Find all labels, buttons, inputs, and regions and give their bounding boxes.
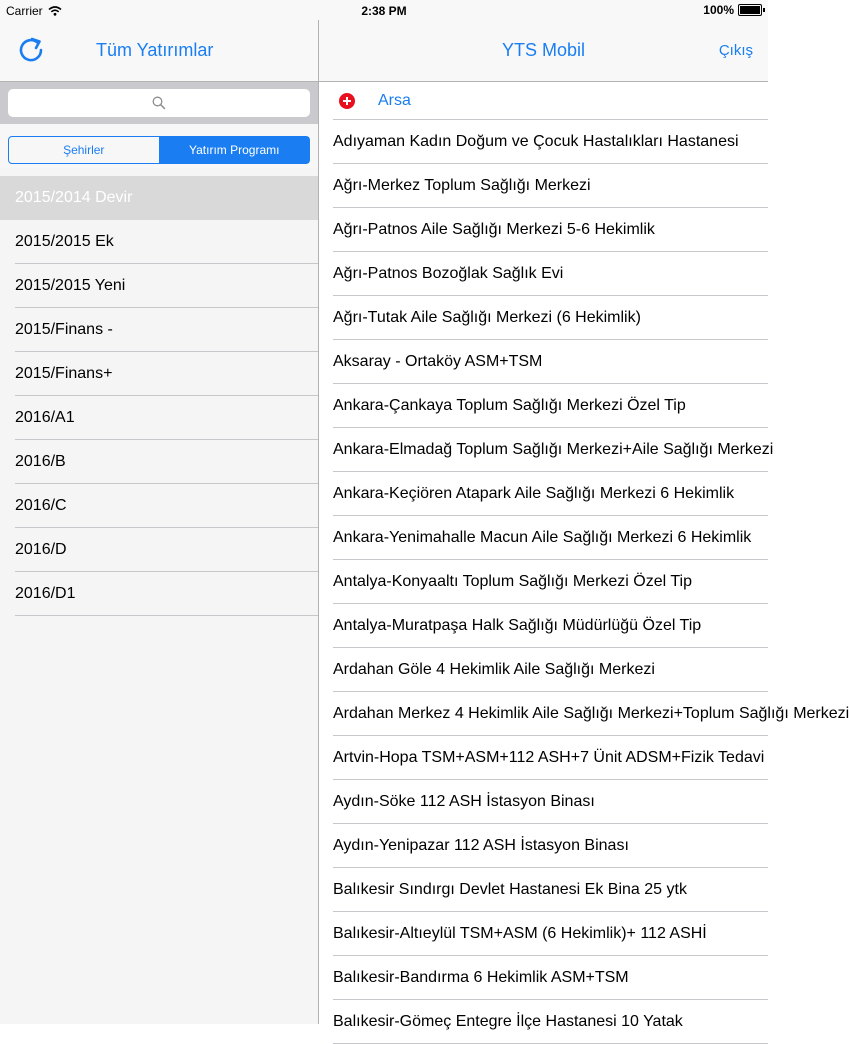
segment-yatirim-programi[interactable]: Yatırım Programı: [159, 137, 310, 163]
battery-icon: [738, 4, 762, 16]
investment-row[interactable]: [319, 120, 768, 164]
investment-label: Antalya-Muratpaşa Halk Sağlığı Müdürlüğü Özel Tip: [333, 617, 702, 634]
investment-row[interactable]: [319, 252, 768, 296]
master-pane: [0, 82, 319, 1024]
investment-row[interactable]: [319, 340, 768, 384]
investment-row[interactable]: [319, 164, 768, 208]
investment-label: Ağrı-Patnos Aile Sağlığı Merkezi 5-6 Hekimlik: [333, 221, 655, 238]
investment-row[interactable]: [319, 516, 768, 560]
investment-label: Ardahan Göle 4 Hekimlik Aile Sağlığı Merkezi: [333, 661, 655, 678]
add-icon[interactable]: [339, 93, 355, 109]
program-list-item[interactable]: 2015/2015 Yeni: [0, 264, 318, 308]
investment-label: Ağrı-Tutak Aile Sağlığı Merkezi (6 Hekimlik): [333, 309, 641, 326]
status-bar: [0, 0, 768, 20]
detail-title: YTS Mobil: [501, 40, 586, 60]
master-title: Tüm Yatırımlar: [96, 40, 214, 60]
status-right: [703, 3, 762, 17]
investment-label: Balıkesir-Bandırma 6 Hekimlik ASM+TSM: [333, 969, 629, 986]
master-nav-bar: [0, 20, 319, 82]
program-list-item[interactable]: 2016/B: [0, 440, 318, 484]
investment-label: Adıyaman Kadın Doğum ve Çocuk Hastalıkları Hastanesi: [333, 133, 739, 150]
program-list-item[interactable]: 2016/A1: [0, 396, 318, 440]
investment-list: [319, 120, 849, 1044]
investment-row[interactable]: [319, 912, 768, 956]
search-bar: [0, 82, 318, 124]
investment-row[interactable]: [319, 428, 774, 472]
investment-label: Ağrı-Merkez Toplum Sağlığı Merkezi: [333, 177, 591, 194]
segment-sehirler[interactable]: Şehirler: [63, 143, 105, 157]
search-input[interactable]: [8, 89, 310, 117]
investment-label: Ankara-Elmadağ Toplum Sağlığı Merkezi+Aile Sağlığı Merkezi: [333, 441, 774, 458]
investment-label: Aydın-Yenipazar 112 ASH İstasyon Binası: [333, 837, 629, 854]
program-list-item[interactable]: 2015/2015 Ek: [0, 220, 318, 264]
detail-nav-bar: [319, 20, 768, 82]
program-list-item[interactable]: 2016/C: [0, 484, 318, 528]
investment-row[interactable]: [319, 956, 768, 1000]
program-list: [0, 176, 318, 616]
investment-row[interactable]: [319, 472, 768, 516]
investment-row[interactable]: [319, 692, 849, 736]
investment-label: Aksaray - Ortaköy ASM+TSM: [333, 353, 543, 370]
segment-bar: [0, 124, 318, 168]
program-list-item[interactable]: 2016/D: [0, 528, 318, 572]
section-header[interactable]: [319, 82, 768, 120]
program-list-item[interactable]: 2015/Finans -: [0, 308, 318, 352]
search-field[interactable]: [8, 89, 310, 117]
investment-label: Artvin-Hopa TSM+ASM+112 ASH+7 Ünit ADSM+Fizik Tedavi: [333, 749, 765, 766]
investment-row[interactable]: [319, 780, 768, 824]
carrier-label: Carrier: [6, 4, 43, 18]
investment-label: Ankara-Çankaya Toplum Sağlığı Merkezi Özel Tip: [333, 397, 686, 414]
investment-row[interactable]: [319, 560, 768, 604]
investment-row[interactable]: [319, 384, 768, 428]
investment-row[interactable]: [319, 604, 768, 648]
investment-row[interactable]: [319, 296, 768, 340]
battery-percent: 100%: [703, 3, 734, 17]
detail-pane: [319, 82, 849, 1030]
investment-row[interactable]: [319, 868, 768, 912]
investment-label: Ankara-Yenimahalle Macun Aile Sağlığı Merkezi 6 Hekimlik: [333, 529, 752, 546]
investment-label: Ağrı-Patnos Bozoğlak Sağlık Evi: [333, 265, 564, 282]
investment-label: Ardahan Merkez 4 Hekimlik Aile Sağlığı Merkezi+Toplum Sağlığı Merkezi: [333, 705, 849, 722]
investment-row[interactable]: [319, 648, 768, 692]
investment-label: Aydın-Söke 112 ASH İstasyon Binası: [333, 793, 595, 810]
investment-row[interactable]: [319, 1000, 768, 1044]
investment-label: Balıkesir-Gömeç Entegre İlçe Hastanesi 10 Yatak: [333, 1013, 683, 1030]
investment-row[interactable]: [319, 824, 768, 868]
investment-label: Antalya-Konyaaltı Toplum Sağlığı Merkezi Özel Tip: [333, 573, 692, 590]
investment-row[interactable]: [319, 208, 768, 252]
program-list-item[interactable]: 2015/Finans+: [0, 352, 318, 396]
status-time: 2:38 PM: [361, 4, 407, 18]
logout-button[interactable]: Çıkış: [718, 42, 753, 59]
investment-label: Balıkesir Sındırgı Devlet Hastanesi Ek Bina 25 ytk: [333, 881, 687, 898]
program-list-item[interactable]: 2015/2014 Devir: [0, 176, 318, 220]
refresh-icon[interactable]: [15, 34, 47, 66]
program-list-item[interactable]: 2016/D1: [0, 572, 318, 616]
investment-row[interactable]: [319, 736, 768, 780]
section-title[interactable]: Arsa: [378, 92, 411, 109]
investment-label: Balıkesir-Altıeylül TSM+ASM (6 Hekimlik)+ 112 ASHİ: [333, 925, 707, 942]
segmented-control[interactable]: [8, 136, 310, 164]
investment-label: Ankara-Keçiören Atapark Aile Sağlığı Merkezi 6 Hekimlik: [333, 485, 735, 502]
